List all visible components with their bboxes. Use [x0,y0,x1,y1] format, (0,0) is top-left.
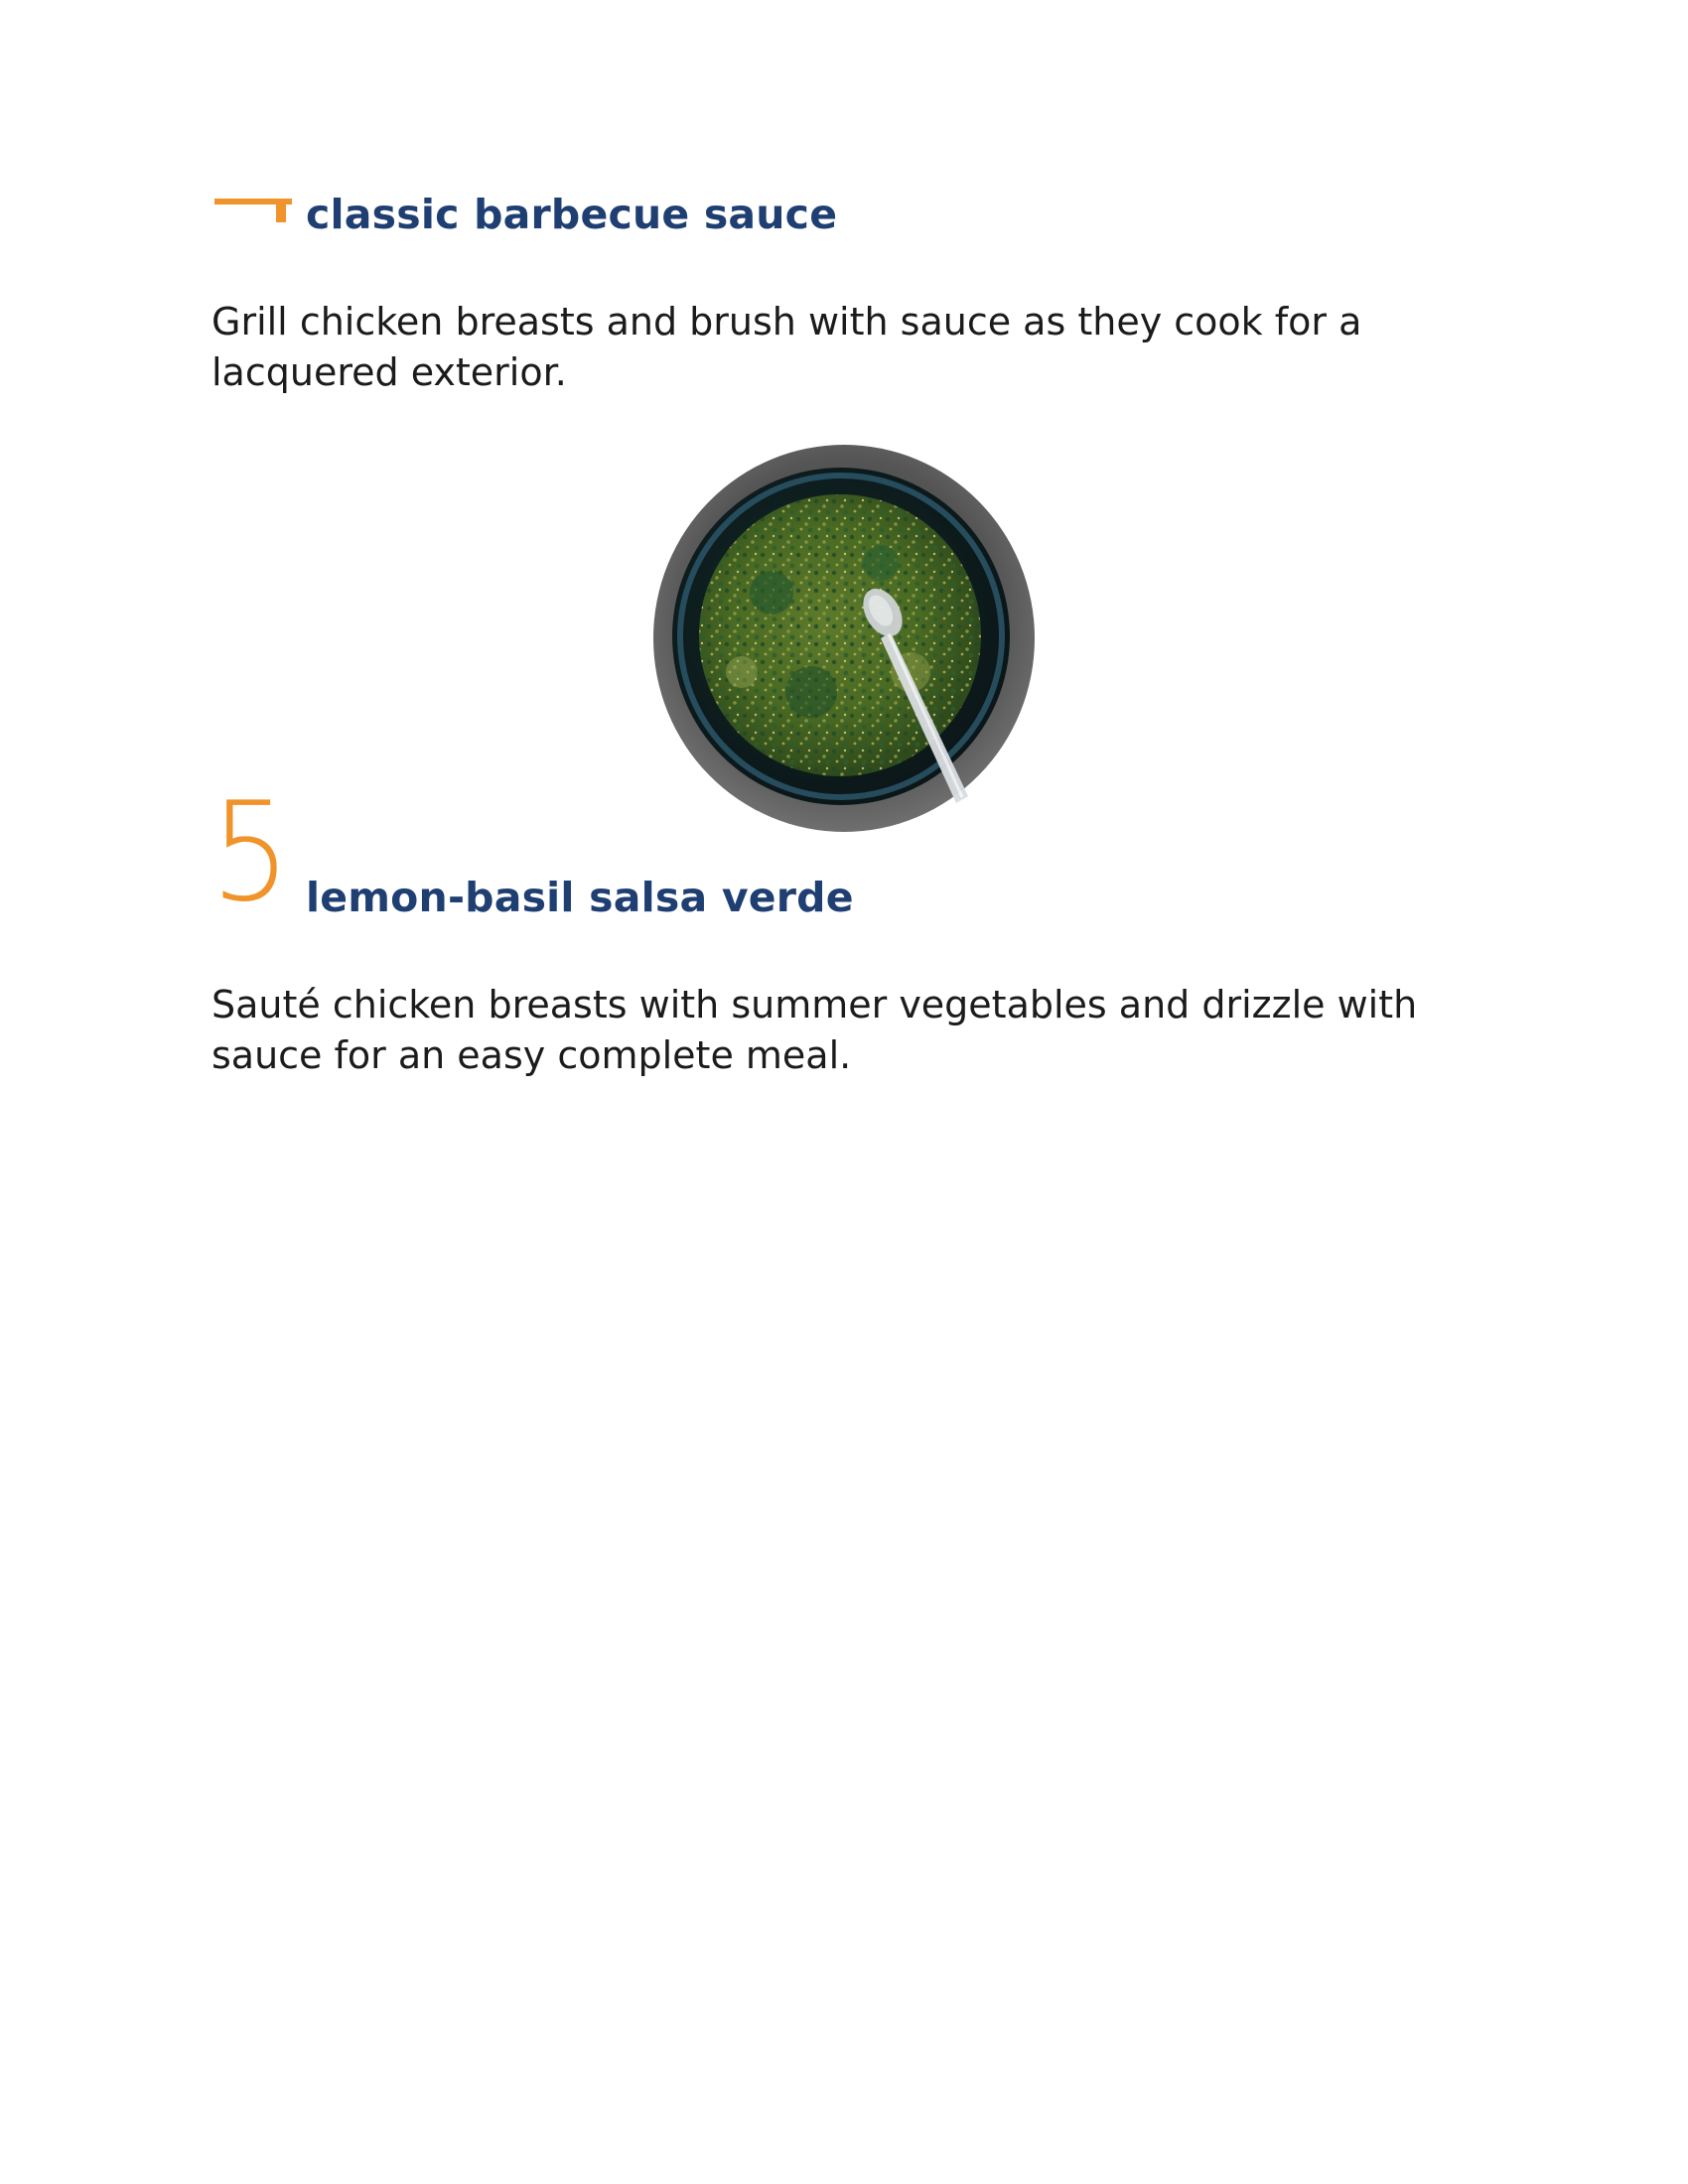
salsa-verde-bowl-photo [652,444,1036,833]
section-description: Sauté chicken breasts with summer vegetables and drizzle with sauce for an easy complete meal. [211,983,1418,1077]
section-description: Grill chicken breasts and brush with sauce as they cook for a lacquered exterior. [211,300,1362,394]
section-heading: classic barbecue sauce [306,191,838,238]
numeral-stroke-vertical [276,199,286,222]
section-heading: lemon-basil salsa verde [306,874,854,921]
section-number: 5 [211,772,288,932]
section-number-cropped [212,195,292,226]
